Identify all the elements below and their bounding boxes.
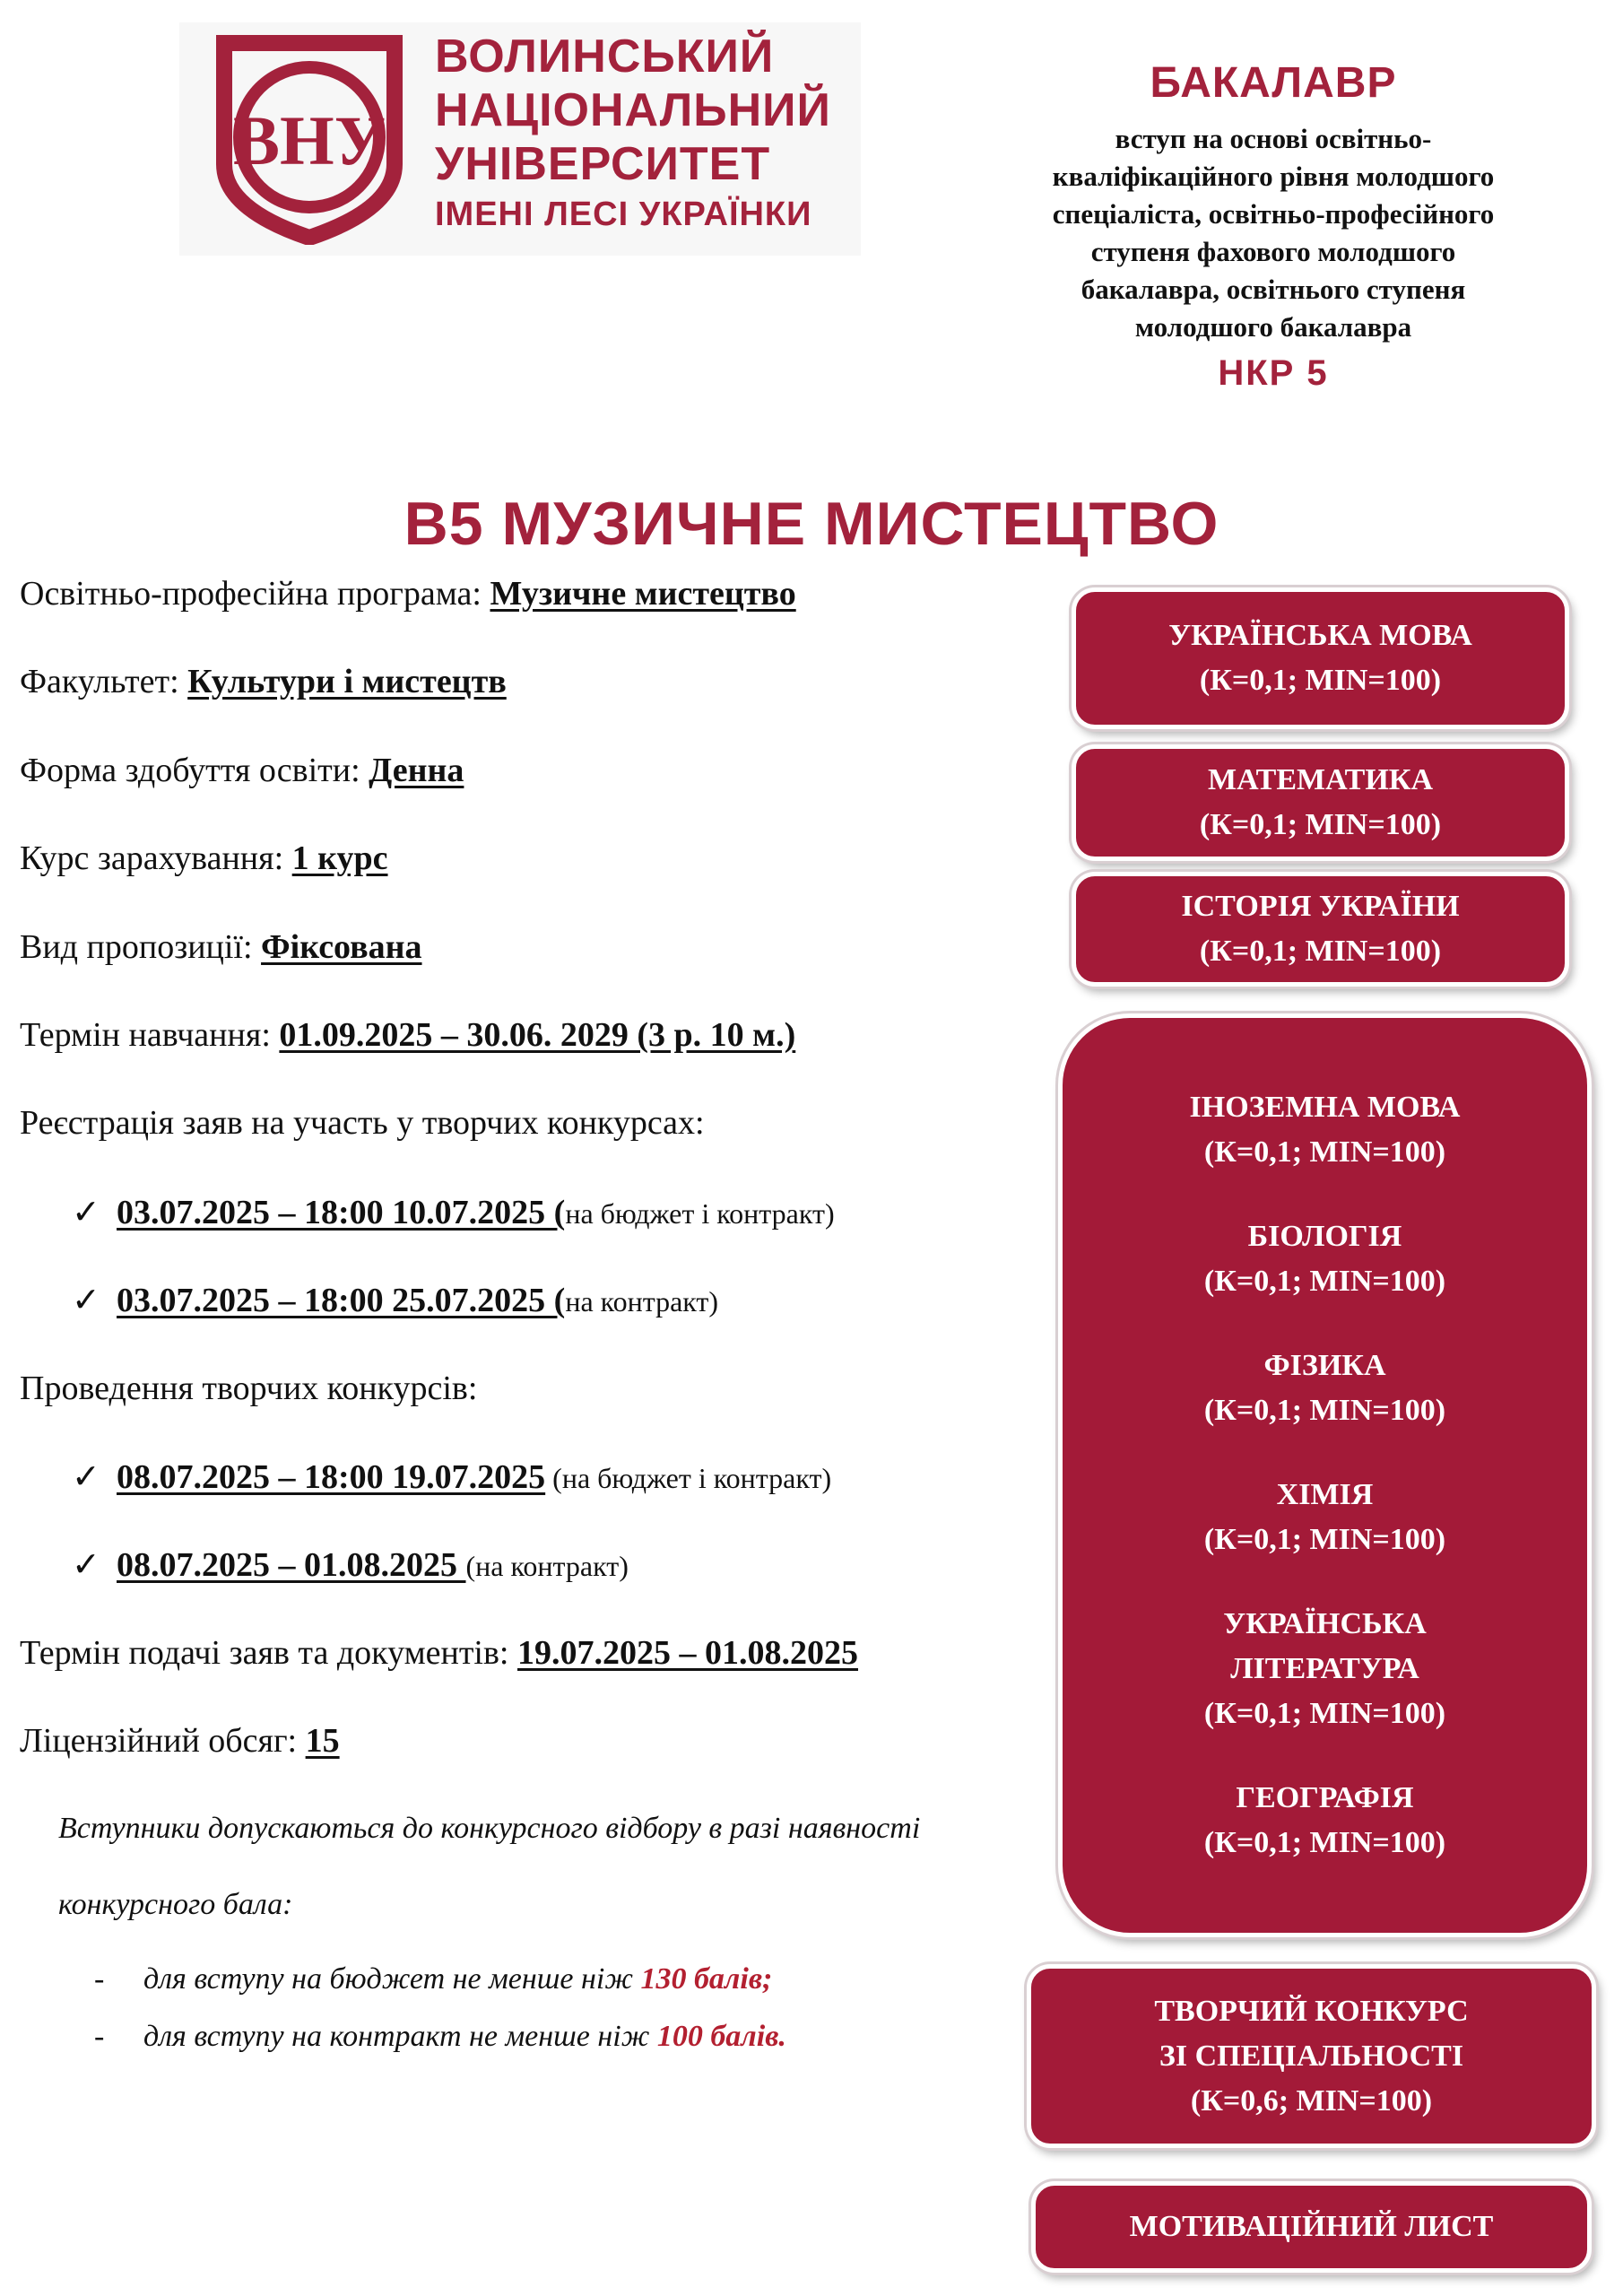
offer-type-label: Вид пропозиції: xyxy=(20,928,262,966)
logo-monogram: ВНУ xyxy=(233,101,386,179)
study-form-line xyxy=(20,751,464,790)
university-name-line-1: ВОЛИНСЬКИЙ xyxy=(435,30,775,83)
university-name-line-3: УНІВЕРСИТЕТ xyxy=(435,138,771,190)
study-term-line xyxy=(20,1015,795,1055)
degree-header xyxy=(1004,58,1542,394)
contest-item xyxy=(72,1544,629,1585)
subject-name: УКРАЇНСЬКА МОВА xyxy=(1168,619,1472,652)
degree-title: БАКАЛАВР xyxy=(1150,59,1397,107)
creative-contest-box xyxy=(1027,1964,1596,2148)
subject-box-history xyxy=(1072,872,1569,987)
university-logo xyxy=(179,22,861,256)
admission-note-line-1: Вступники допускаються до конкурсного відбору в разі наявності xyxy=(58,1812,921,1845)
subject-name: ТВОРЧИЙ КОНКУРС xyxy=(1154,1994,1469,2028)
license-volume-label: Ліцензійний обсяг: xyxy=(20,1722,306,1760)
elective-subjects-box xyxy=(1058,1013,1592,1937)
contests-label: Проведення творчих конкурсів: xyxy=(20,1370,478,1407)
registration-note: на контракт) xyxy=(565,1285,719,1318)
checkmark-icon: ✓ xyxy=(72,1458,100,1496)
elective-subject xyxy=(1063,1776,1587,1866)
contract-threshold-value: 100 балів. xyxy=(656,2020,786,2053)
dash-bullet: - xyxy=(94,2020,105,2053)
license-volume-line xyxy=(20,1721,340,1761)
admission-basis-line: бакалавра, освітнього ступеня xyxy=(1081,274,1466,305)
subject-name: ФІЗИКА xyxy=(1263,1349,1386,1382)
admission-basis-line: вступ на основі освітньо- xyxy=(1115,123,1432,154)
subject-coefficient: (К=0,1; MIN=100) xyxy=(1203,1394,1446,1427)
admission-basis-line: спеціаліста, освітньо-професійного xyxy=(1052,198,1495,230)
program-label: Освітньо-професійна програма: xyxy=(20,575,490,613)
elective-subject xyxy=(1063,1214,1587,1304)
subject-name: МОТИВАЦІЙНИЙ ЛИСТ xyxy=(1129,2210,1494,2243)
course-label: Курс зарахування: xyxy=(20,839,292,877)
subject-name-line-2: ЗІ СПЕЦІАЛЬНОСТІ xyxy=(1159,2039,1464,2073)
dash-bullet: - xyxy=(94,1962,105,1996)
subject-coefficient: (К=0,1; MIN=100) xyxy=(1199,935,1442,968)
admission-basis-line: молодшого бакалавра xyxy=(1134,311,1412,343)
subject-name-line-2: ЛІТЕРАТУРА xyxy=(1230,1652,1419,1685)
budget-threshold-value: 130 балів; xyxy=(640,1962,773,1996)
study-term-value: 01.09.2025 – 30.06. 2029 (3 р. 10 м.) xyxy=(279,1016,796,1054)
budget-threshold xyxy=(94,1962,773,1996)
registration-item xyxy=(72,1280,718,1320)
offer-type-line xyxy=(20,927,422,967)
license-volume-value: 15 xyxy=(305,1722,340,1760)
admission-basis-line: кваліфікаційного рівня молодшого xyxy=(1052,161,1495,192)
contract-threshold xyxy=(94,2020,786,2054)
subject-coefficient: (К=0,1; MIN=100) xyxy=(1203,1826,1446,1859)
program-value: Музичне мистецтво xyxy=(490,575,796,613)
study-form-label: Форма здобуття освіти: xyxy=(20,752,369,789)
contest-date: 08.07.2025 – 18:00 19.07.2025 xyxy=(117,1458,546,1496)
elective-subject xyxy=(1063,1085,1587,1175)
registration-note: на бюджет і контракт) xyxy=(565,1197,835,1230)
program-line xyxy=(20,574,796,613)
contest-date: 08.07.2025 – 01.08.2025 xyxy=(117,1546,466,1584)
admission-note-line-2: конкурсного бала: xyxy=(58,1888,293,1921)
subject-coefficient: (К=0,1; MIN=100) xyxy=(1199,664,1442,697)
page-title: В5 МУЗИЧНЕ МИСТЕЦТВО xyxy=(404,490,1219,558)
university-name-line-2: НАЦІОНАЛЬНИЙ xyxy=(435,84,831,136)
study-term-label: Термін навчання: xyxy=(20,1016,280,1054)
contract-threshold-text: для вступу на контракт не менше ніж xyxy=(143,2020,657,2053)
subject-name: ІНОЗЕМНА МОВА xyxy=(1189,1091,1461,1124)
study-form-value: Денна xyxy=(369,752,464,789)
contest-note: (на бюджет і контракт) xyxy=(545,1462,832,1494)
application-term-label: Термін подачі заяв та документів: xyxy=(20,1634,517,1672)
subject-coefficient: (К=0,1; MIN=100) xyxy=(1203,1697,1446,1730)
budget-threshold-text: для вступу на бюджет не менше ніж xyxy=(143,1962,641,1996)
registration-date: 03.07.2025 – 18:00 25.07.2025 ( xyxy=(117,1282,566,1319)
subject-coefficient: (К=0,1; MIN=100) xyxy=(1203,1265,1446,1298)
subject-name: ГЕОГРАФІЯ xyxy=(1236,1781,1414,1814)
faculty-label: Факультет: xyxy=(20,663,188,700)
nkr-level: НКР 5 xyxy=(1218,353,1329,393)
subject-coefficient: (К=0,1; MIN=100) xyxy=(1199,808,1442,841)
contest-item xyxy=(72,1457,831,1497)
registration-label: Реєстрація заяв на участь у творчих конкурсах: xyxy=(20,1104,705,1142)
registration-date: 03.07.2025 – 18:00 10.07.2025 ( xyxy=(117,1194,566,1231)
university-crest-icon xyxy=(206,30,412,245)
subject-coefficient: (К=0,6; MIN=100) xyxy=(1190,2083,1433,2118)
course-value: 1 курс xyxy=(291,839,388,877)
subject-box-mathematics xyxy=(1072,744,1569,861)
elective-subject xyxy=(1063,1344,1587,1433)
subject-name: ХІМІЯ xyxy=(1276,1478,1374,1511)
registration-item xyxy=(72,1192,835,1232)
contest-note: (на контракт) xyxy=(465,1550,629,1582)
checkmark-icon: ✓ xyxy=(72,1282,100,1319)
subject-name: МАТЕМАТИКА xyxy=(1208,763,1433,796)
offer-type-value: Фіксована xyxy=(261,928,422,966)
subject-coefficient: (К=0,1; MIN=100) xyxy=(1203,1523,1446,1556)
subject-name: ІСТОРІЯ УКРАЇНИ xyxy=(1181,890,1460,923)
application-term-value: 19.07.2025 – 01.08.2025 xyxy=(517,1634,858,1672)
admission-basis xyxy=(1004,120,1542,346)
checkmark-icon: ✓ xyxy=(72,1546,100,1584)
checkmark-icon: ✓ xyxy=(72,1194,100,1231)
faculty-value: Культури і мистецтв xyxy=(187,663,507,700)
elective-subject xyxy=(1063,1602,1587,1736)
subject-coefficient: (К=0,1; MIN=100) xyxy=(1203,1135,1446,1169)
subject-box-ukrainian-language xyxy=(1072,587,1569,729)
course-line xyxy=(20,839,388,878)
motivation-letter-box xyxy=(1031,2181,1592,2273)
application-term-line xyxy=(20,1633,858,1673)
university-name-line-4: ІМЕНІ ЛЕСІ УКРАЇНКИ xyxy=(435,196,812,233)
admission-basis-line: ступеня фахового молодшого xyxy=(1090,236,1456,267)
subject-name: БІОЛОГІЯ xyxy=(1247,1220,1402,1253)
faculty-line xyxy=(20,662,507,701)
elective-subject xyxy=(1063,1473,1587,1562)
subject-name: УКРАЇНСЬКА xyxy=(1223,1607,1427,1640)
